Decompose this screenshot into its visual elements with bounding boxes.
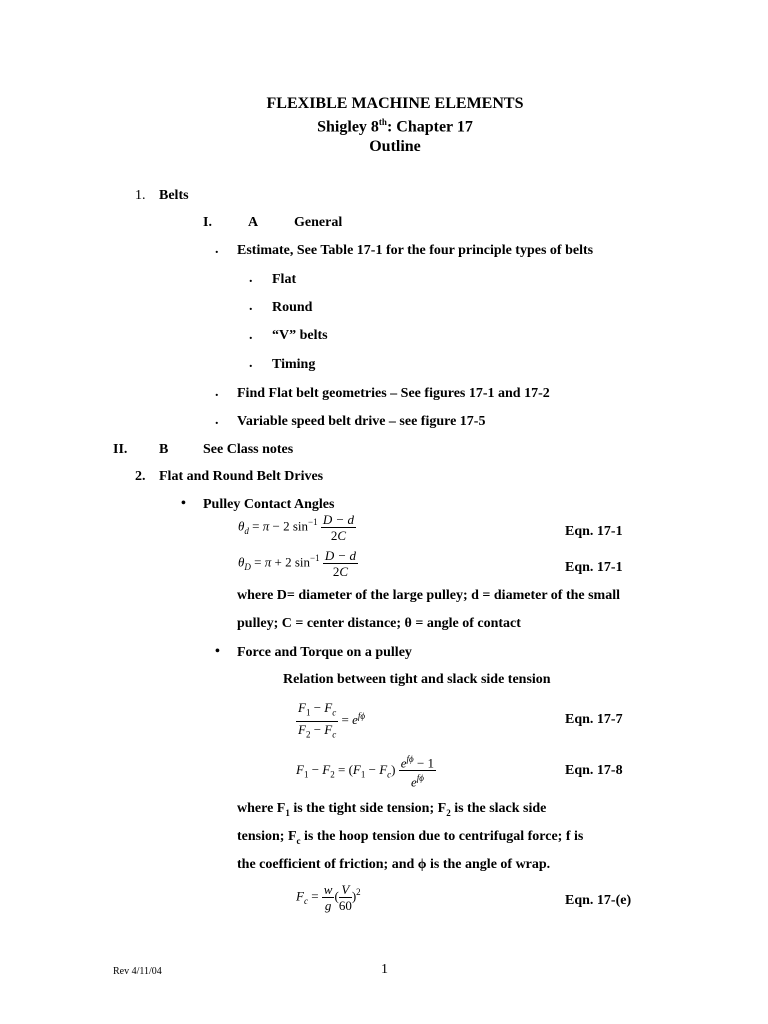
- item-class-notes: See Class notes: [203, 442, 294, 457]
- page-number: 1: [381, 962, 388, 977]
- subscript: 1: [285, 807, 290, 818]
- bullet-icon: .: [215, 413, 219, 428]
- bullet-icon: .: [249, 356, 253, 371]
- item-timing: Timing: [272, 357, 316, 372]
- paragraph-where-fc: [237, 829, 583, 846]
- item-relation-tension: Relation between tight and slack side tension: [283, 672, 551, 687]
- text-segment: tension; F: [237, 829, 297, 844]
- item-flat: Flat: [272, 272, 297, 287]
- equation-theta-D: $\theta_D = \pi + 2$ $\sin^{-1}$ $\frac{D - d}{2C}$: [238, 548, 357, 579]
- equation-label-17-1b: Eqn. 17-1: [565, 560, 623, 575]
- equation-label-17-7: Eqn. 17-7: [565, 712, 623, 727]
- letter-a: A: [248, 215, 259, 230]
- outline-heading: Outline: [369, 138, 421, 155]
- equation-tension-difference: $F_1 - F_2 = (F_1 - F_c)$ $\frac{e^{f\phi} - 1}{e^{f\phi}}$: [296, 754, 435, 790]
- letter-b: B: [159, 442, 169, 457]
- document-subtitle: [0, 117, 768, 136]
- item-round: Round: [272, 300, 313, 315]
- paragraph-where-d-cont: pulley; C = center distance; θ = angle of contact: [237, 616, 521, 631]
- roman-numeral-i: I.: [203, 215, 212, 230]
- equation-label-17-8: Eqn. 17-8: [565, 763, 623, 778]
- bullet-icon: .: [249, 328, 253, 343]
- subtitle-text: Shigley 8: [317, 118, 379, 136]
- equation-tension-ratio: $\frac{F_1 - F_c}{F_2 - F_c}$ = $e^{f\phi}$: [298, 700, 366, 740]
- bullet-icon: .: [249, 299, 253, 314]
- list-number-1: 1.: [135, 188, 146, 203]
- text-segment: where F: [237, 801, 286, 816]
- subscript: 2: [446, 807, 451, 818]
- equation-theta-d: $\theta_d = \pi - 2$ $\sin^{-1}$ $\frac{D - d}{2C}$: [238, 512, 355, 543]
- item-estimate: Estimate, See Table 17-1 for the four principle types of belts: [237, 243, 594, 258]
- text-segment: is the tight side tension; F: [289, 801, 447, 816]
- equation-label-17-1a: Eqn. 17-1: [565, 524, 623, 539]
- text-segment: is the slack side: [450, 801, 547, 816]
- section-flat-round-belt-drives: Flat and Round Belt Drives: [159, 469, 324, 484]
- text-segment: is the hoop tension due to centrifugal force; f is: [300, 829, 584, 844]
- paragraph-friction: the coefficient of friction; and ϕ is the angle of wrap.: [237, 857, 551, 872]
- document-title: FLEXIBLE MACHINE ELEMENTS: [266, 95, 524, 112]
- list-number-2: 2.: [135, 469, 146, 484]
- paragraph-where-f1: [237, 801, 546, 818]
- item-pulley-contact-angles: Pulley Contact Angles: [203, 497, 335, 512]
- item-variable-speed: Variable speed belt drive – see figure 17-5: [237, 414, 486, 429]
- item-find-flat: Find Flat belt geometries – See figures 17-1 and 17-2: [237, 386, 550, 401]
- item-force-torque: Force and Torque on a pulley: [237, 645, 412, 660]
- bullet-icon: •: [181, 496, 186, 511]
- equation-hoop-tension: $F_c$ = $\frac{w}{g}$ ( $\frac{V}{60}$ )$^2$: [296, 882, 361, 913]
- subscript: c: [296, 835, 301, 846]
- subtitle-chapter: : Chapter 17: [386, 118, 473, 136]
- section-belts: Belts: [159, 188, 189, 203]
- item-v-belts: “V” belts: [272, 328, 328, 343]
- bullet-icon: .: [215, 242, 219, 257]
- equation-label-17-e: Eqn. 17-(e): [565, 893, 632, 908]
- roman-numeral-ii: II.: [113, 442, 128, 457]
- paragraph-where-d: where D= diameter of the large pulley; d = diameter of the small: [237, 588, 620, 603]
- bullet-icon: .: [215, 385, 219, 400]
- subtitle-superscript: th: [378, 117, 387, 127]
- footer-revision: Rev 4/11/04: [113, 966, 162, 977]
- bullet-icon: •: [215, 644, 220, 659]
- item-general: General: [294, 215, 343, 230]
- bullet-icon: .: [249, 271, 253, 286]
